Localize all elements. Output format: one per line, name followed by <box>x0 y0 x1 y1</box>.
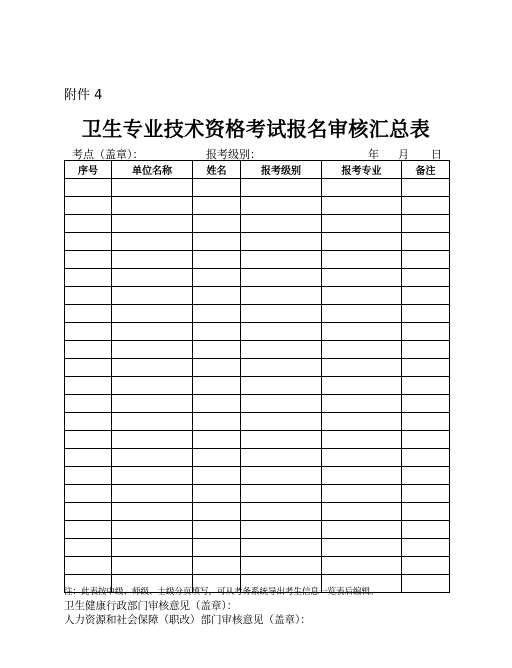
table-cell <box>112 233 193 251</box>
month-label: 月 <box>398 148 409 161</box>
table-cell <box>65 377 112 395</box>
table-cell <box>241 377 322 395</box>
table-cell <box>402 449 450 467</box>
table-row <box>65 557 450 575</box>
table-cell <box>402 341 450 359</box>
table-cell <box>402 557 450 575</box>
table-cell <box>322 215 402 233</box>
column-header-unit-name: 单位名称 <box>112 161 193 179</box>
column-header-remarks: 备注 <box>402 161 450 179</box>
table-cell <box>402 179 450 197</box>
table-cell <box>241 557 322 575</box>
table-cell <box>241 269 322 287</box>
column-header-serial: 序号 <box>65 161 112 179</box>
table-cell <box>193 197 241 215</box>
table-cell <box>402 431 450 449</box>
table-cell <box>65 503 112 521</box>
table-row <box>65 521 450 539</box>
table-cell <box>402 377 450 395</box>
table-cell <box>241 539 322 557</box>
table-row <box>65 449 450 467</box>
table-row <box>65 305 450 323</box>
table-cell <box>402 413 450 431</box>
table-cell <box>193 215 241 233</box>
table-cell <box>322 395 402 413</box>
table-cell <box>193 233 241 251</box>
table-cell <box>322 341 402 359</box>
table-cell <box>112 377 193 395</box>
table-cell <box>322 413 402 431</box>
table-cell <box>322 377 402 395</box>
table-cell <box>322 359 402 377</box>
table-cell <box>241 413 322 431</box>
table-cell <box>193 449 241 467</box>
table-cell <box>193 359 241 377</box>
table-cell <box>402 233 450 251</box>
table-row <box>65 539 450 557</box>
table-cell <box>65 539 112 557</box>
table-cell <box>65 323 112 341</box>
table-row <box>65 197 450 215</box>
table-cell <box>112 305 193 323</box>
table-cell <box>112 341 193 359</box>
table-cell <box>112 485 193 503</box>
table-row <box>65 503 450 521</box>
table-cell <box>241 485 322 503</box>
table-cell <box>322 233 402 251</box>
table-cell <box>322 305 402 323</box>
table-cell <box>65 521 112 539</box>
table-cell <box>322 287 402 305</box>
table-cell <box>112 251 193 269</box>
table-cell <box>241 197 322 215</box>
exam-site-label: 考点（盖章）： <box>72 148 144 161</box>
table-cell <box>402 251 450 269</box>
table-cell <box>112 197 193 215</box>
column-header-exam-specialty: 报考专业 <box>322 161 402 179</box>
table-cell <box>112 557 193 575</box>
table-cell <box>65 179 112 197</box>
table-cell <box>65 251 112 269</box>
table-cell <box>402 467 450 485</box>
table-cell <box>193 503 241 521</box>
table-cell <box>193 341 241 359</box>
table-cell <box>402 521 450 539</box>
year-label: 年 <box>368 148 379 161</box>
table-cell <box>112 467 193 485</box>
table-cell <box>193 485 241 503</box>
table-row <box>65 395 450 413</box>
table-cell <box>193 557 241 575</box>
day-label: 日 <box>431 148 442 161</box>
page-title: 卫生专业技术资格考试报名审核汇总表 <box>81 117 431 141</box>
table-cell <box>65 269 112 287</box>
table-cell <box>65 467 112 485</box>
table-cell <box>322 557 402 575</box>
table-cell <box>402 575 450 593</box>
table-cell <box>322 197 402 215</box>
table-cell <box>65 341 112 359</box>
health-dept-opinion-label: 卫生健康行政部门审核意见（盖章）： <box>64 600 238 612</box>
table-cell <box>241 359 322 377</box>
table-row <box>65 413 450 431</box>
table-row <box>65 467 450 485</box>
table-cell <box>65 485 112 503</box>
table-cell <box>112 503 193 521</box>
table-cell <box>322 251 402 269</box>
registration-summary-table <box>64 160 450 593</box>
table-cell <box>193 413 241 431</box>
table-cell <box>112 413 193 431</box>
table-cell <box>322 323 402 341</box>
column-header-name: 姓名 <box>193 161 241 179</box>
table-cell <box>241 503 322 521</box>
table-cell <box>322 467 402 485</box>
table-row <box>65 215 450 233</box>
table-cell <box>193 395 241 413</box>
table-row <box>65 431 450 449</box>
table-cell <box>402 503 450 521</box>
table-cell <box>65 233 112 251</box>
table-cell <box>112 521 193 539</box>
table-cell <box>193 305 241 323</box>
table-header-row <box>65 161 450 179</box>
table-cell <box>322 179 402 197</box>
table-cell <box>112 431 193 449</box>
table-cell <box>65 197 112 215</box>
hr-dept-opinion-label: 人力资源和社会保障（职改）部门审核意见（盖章）： <box>64 614 311 626</box>
table-cell <box>322 503 402 521</box>
table-cell <box>65 305 112 323</box>
table-cell <box>241 215 322 233</box>
table-cell <box>241 323 322 341</box>
table-cell <box>112 179 193 197</box>
table-cell <box>65 215 112 233</box>
table-cell <box>193 251 241 269</box>
table-cell <box>112 395 193 413</box>
exam-level-label: 报考级别： <box>206 148 261 161</box>
table-cell <box>322 431 402 449</box>
table-cell <box>112 215 193 233</box>
table-cell <box>65 395 112 413</box>
table-cell <box>193 323 241 341</box>
table-row <box>65 269 450 287</box>
table-cell <box>193 521 241 539</box>
table-cell <box>241 467 322 485</box>
table-cell <box>402 305 450 323</box>
table-cell <box>193 539 241 557</box>
table-cell <box>322 521 402 539</box>
table-cell <box>322 485 402 503</box>
table-cell <box>112 539 193 557</box>
table-row <box>65 287 450 305</box>
attachment-label: 附件 4 <box>64 88 103 103</box>
table-cell <box>402 359 450 377</box>
table-cell <box>112 269 193 287</box>
table-cell <box>241 251 322 269</box>
table-cell <box>241 305 322 323</box>
table-cell <box>65 359 112 377</box>
table-cell <box>322 539 402 557</box>
table-cell <box>193 431 241 449</box>
table-cell <box>322 449 402 467</box>
table-cell <box>193 377 241 395</box>
table-row <box>65 323 450 341</box>
table-cell <box>65 413 112 431</box>
table-cell <box>402 395 450 413</box>
table-cell <box>112 359 193 377</box>
table-cell <box>402 197 450 215</box>
table-cell <box>241 233 322 251</box>
table-cell <box>193 287 241 305</box>
table-cell <box>322 269 402 287</box>
table-cell <box>65 557 112 575</box>
table-cell <box>65 431 112 449</box>
table-cell <box>112 323 193 341</box>
table-row <box>65 251 450 269</box>
table-body <box>65 179 450 593</box>
table-cell <box>65 449 112 467</box>
table-cell <box>241 431 322 449</box>
table-cell <box>112 449 193 467</box>
footnote: 注：此表按中级、师级、士级分页填写，可从考务系统导出考生信息一览表后编辑。 <box>64 587 379 597</box>
table-cell <box>241 395 322 413</box>
table-cell <box>112 287 193 305</box>
table-row <box>65 359 450 377</box>
table-cell <box>402 539 450 557</box>
table-cell <box>193 269 241 287</box>
table-row <box>65 179 450 197</box>
table-row <box>65 341 450 359</box>
table-row <box>65 233 450 251</box>
table-row <box>65 377 450 395</box>
table-cell <box>241 521 322 539</box>
table-row <box>65 485 450 503</box>
table-cell <box>402 269 450 287</box>
table-cell <box>402 287 450 305</box>
table-cell <box>241 341 322 359</box>
table-cell <box>193 179 241 197</box>
table-cell <box>65 287 112 305</box>
table-cell <box>241 179 322 197</box>
table-cell <box>402 323 450 341</box>
table-cell <box>402 215 450 233</box>
table-cell <box>241 287 322 305</box>
table-cell <box>193 467 241 485</box>
table-cell <box>402 485 450 503</box>
column-header-exam-level: 报考级别 <box>241 161 322 179</box>
table-cell <box>241 449 322 467</box>
